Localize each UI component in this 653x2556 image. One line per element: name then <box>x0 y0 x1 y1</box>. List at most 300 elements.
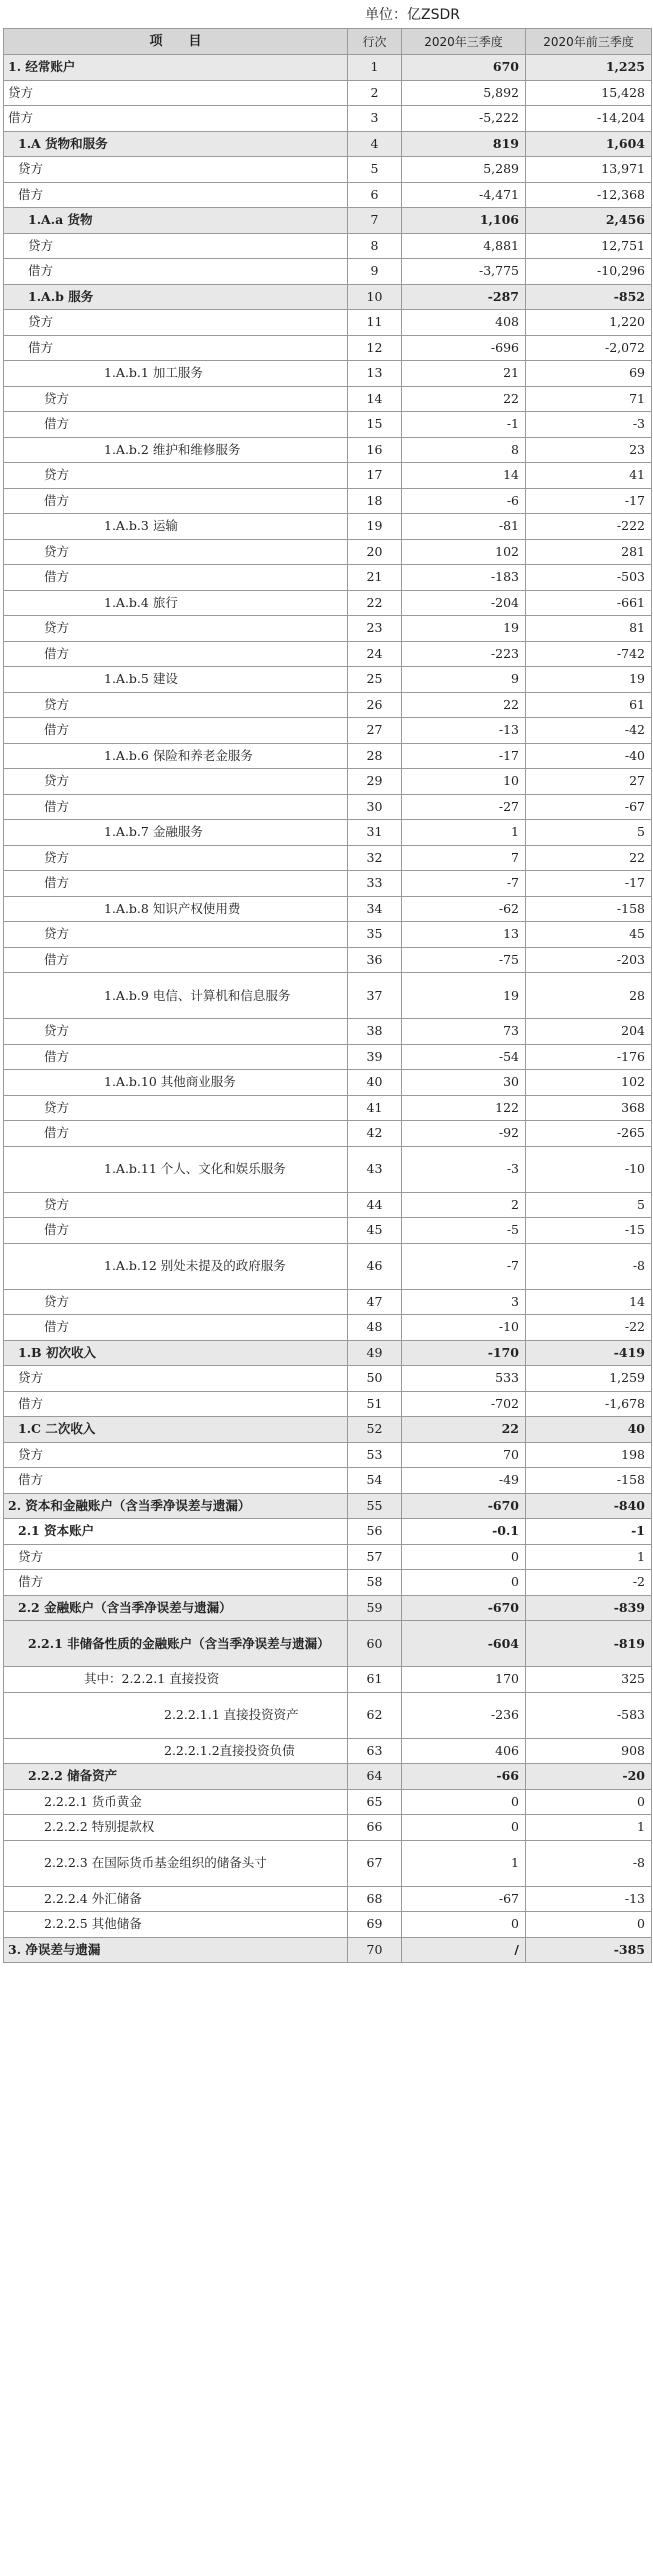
table-row <box>4 1667 652 1693</box>
table-row <box>4 1070 652 1096</box>
row-value-q3-2020: 13 <box>402 922 526 948</box>
row-line-number: 38 <box>348 1019 402 1045</box>
row-value-q1-3-2020: -203 <box>526 947 652 973</box>
table-row <box>4 463 652 489</box>
table-row <box>4 437 652 463</box>
row-value-q1-3-2020: 14 <box>526 1289 652 1315</box>
table-row <box>4 233 652 259</box>
table-row <box>4 1886 652 1912</box>
table-row <box>4 1121 652 1147</box>
header-q1-3-2020: 2020年前三季度 <box>526 29 652 55</box>
row-value-q3-2020: -4,471 <box>402 182 526 208</box>
row-value-q3-2020: 0 <box>402 1912 526 1938</box>
table-row <box>4 1417 652 1443</box>
row-value-q3-2020: -236 <box>402 1692 526 1738</box>
row-line-number: 29 <box>348 769 402 795</box>
row-value-q1-3-2020: -3 <box>526 412 652 438</box>
row-value-q3-2020: -5 <box>402 1218 526 1244</box>
row-line-number: 43 <box>348 1146 402 1192</box>
row-label: 1.A 货物和服务 <box>4 131 348 157</box>
table-row <box>4 794 652 820</box>
row-value-q3-2020: 70 <box>402 1442 526 1468</box>
row-label: 借方 <box>4 1391 348 1417</box>
row-value-q1-3-2020: -10 <box>526 1146 652 1192</box>
table-row <box>4 718 652 744</box>
row-value-q1-3-2020: -22 <box>526 1315 652 1341</box>
row-value-q1-3-2020: -13 <box>526 1886 652 1912</box>
row-value-q1-3-2020: 71 <box>526 386 652 412</box>
row-value-q3-2020: -67 <box>402 1886 526 1912</box>
table-row <box>4 55 652 81</box>
row-value-q3-2020: -287 <box>402 284 526 310</box>
row-value-q1-3-2020: -20 <box>526 1764 652 1790</box>
row-value-q1-3-2020: 1,604 <box>526 131 652 157</box>
row-value-q3-2020: -670 <box>402 1595 526 1621</box>
table-row <box>4 80 652 106</box>
row-value-q1-3-2020: -503 <box>526 565 652 591</box>
row-label: 贷方 <box>4 157 348 183</box>
row-value-q3-2020: -3 <box>402 1146 526 1192</box>
table-row <box>4 1692 652 1738</box>
row-label: 1.B 初次收入 <box>4 1340 348 1366</box>
row-value-q1-3-2020: 23 <box>526 437 652 463</box>
row-label: 贷方 <box>4 310 348 336</box>
row-value-q1-3-2020: 1,259 <box>526 1366 652 1392</box>
row-label: 借方 <box>4 947 348 973</box>
row-label: 2.2.1 非储备性质的金融账户（含当季净误差与遗漏） <box>4 1621 348 1667</box>
row-label: 1.A.b.2 维护和维修服务 <box>4 437 348 463</box>
row-value-q3-2020: -66 <box>402 1764 526 1790</box>
row-line-number: 26 <box>348 692 402 718</box>
row-value-q1-3-2020: -8 <box>526 1243 652 1289</box>
row-value-q1-3-2020: -42 <box>526 718 652 744</box>
table-row <box>4 973 652 1019</box>
row-value-q3-2020: -75 <box>402 947 526 973</box>
row-line-number: 48 <box>348 1315 402 1341</box>
row-label: 1. 经常账户 <box>4 55 348 81</box>
row-label: 贷方 <box>4 1192 348 1218</box>
row-line-number: 2 <box>348 80 402 106</box>
row-line-number: 10 <box>348 284 402 310</box>
table-row <box>4 871 652 897</box>
row-line-number: 9 <box>348 259 402 285</box>
row-label: 1.A.b.11 个人、文化和娱乐服务 <box>4 1146 348 1192</box>
row-value-q1-3-2020: 1 <box>526 1544 652 1570</box>
row-line-number: 46 <box>348 1243 402 1289</box>
row-value-q3-2020: 0 <box>402 1570 526 1596</box>
header-item: 项 目 <box>4 29 348 55</box>
table-row <box>4 386 652 412</box>
row-label: 借方 <box>4 488 348 514</box>
row-label: 1.C 二次收入 <box>4 1417 348 1443</box>
row-line-number: 67 <box>348 1840 402 1886</box>
row-line-number: 4 <box>348 131 402 157</box>
row-line-number: 15 <box>348 412 402 438</box>
row-value-q1-3-2020: -661 <box>526 590 652 616</box>
row-label: 贷方 <box>4 692 348 718</box>
table-row <box>4 1468 652 1494</box>
row-value-q3-2020: 8 <box>402 437 526 463</box>
row-line-number: 23 <box>348 616 402 642</box>
table-row <box>4 590 652 616</box>
row-value-q1-3-2020: -419 <box>526 1340 652 1366</box>
row-label: 借方 <box>4 259 348 285</box>
row-line-number: 24 <box>348 641 402 667</box>
table-row <box>4 845 652 871</box>
row-value-q3-2020: 1 <box>402 1840 526 1886</box>
row-line-number: 61 <box>348 1667 402 1693</box>
row-value-q1-3-2020: -158 <box>526 1468 652 1494</box>
table-row <box>4 208 652 234</box>
row-label: 其中：2.2.2.1 直接投资 <box>4 1667 348 1693</box>
table-row <box>4 310 652 336</box>
row-label: 贷方 <box>4 1019 348 1045</box>
row-label: 2.2.2.5 其他储备 <box>4 1912 348 1938</box>
row-line-number: 34 <box>348 896 402 922</box>
row-label: 借方 <box>4 1570 348 1596</box>
row-line-number: 39 <box>348 1044 402 1070</box>
table-row <box>4 514 652 540</box>
row-line-number: 55 <box>348 1493 402 1519</box>
table-row <box>4 1192 652 1218</box>
row-label: 1.A.b.7 金融服务 <box>4 820 348 846</box>
table-row <box>4 1840 652 1886</box>
table-row <box>4 1570 652 1596</box>
row-line-number: 53 <box>348 1442 402 1468</box>
row-line-number: 54 <box>348 1468 402 1494</box>
row-value-q1-3-2020: 102 <box>526 1070 652 1096</box>
row-value-q3-2020: -696 <box>402 335 526 361</box>
row-value-q1-3-2020: 325 <box>526 1667 652 1693</box>
row-value-q3-2020: 19 <box>402 616 526 642</box>
table-row <box>4 1146 652 1192</box>
row-value-q3-2020: -62 <box>402 896 526 922</box>
row-line-number: 3 <box>348 106 402 132</box>
row-value-q3-2020: 170 <box>402 1667 526 1693</box>
row-line-number: 21 <box>348 565 402 591</box>
row-label: 3. 净误差与遗漏 <box>4 1937 348 1963</box>
table-row <box>4 1218 652 1244</box>
table-row <box>4 1243 652 1289</box>
row-value-q1-3-2020: -17 <box>526 488 652 514</box>
row-value-q3-2020: -54 <box>402 1044 526 1070</box>
row-line-number: 33 <box>348 871 402 897</box>
row-line-number: 18 <box>348 488 402 514</box>
header-line: 行次 <box>348 29 402 55</box>
row-label: 2.2.2.1.2直接投资负债 <box>4 1738 348 1764</box>
table-row <box>4 1442 652 1468</box>
row-line-number: 44 <box>348 1192 402 1218</box>
row-line-number: 8 <box>348 233 402 259</box>
table-row <box>4 488 652 514</box>
row-value-q3-2020: 406 <box>402 1738 526 1764</box>
row-value-q3-2020: 0 <box>402 1815 526 1841</box>
row-label: 借方 <box>4 871 348 897</box>
row-value-q1-3-2020: -158 <box>526 896 652 922</box>
row-line-number: 41 <box>348 1095 402 1121</box>
row-value-q3-2020: 2 <box>402 1192 526 1218</box>
row-value-q3-2020: 0 <box>402 1789 526 1815</box>
row-label: 借方 <box>4 412 348 438</box>
row-value-q3-2020: -10 <box>402 1315 526 1341</box>
row-value-q3-2020: 73 <box>402 1019 526 1045</box>
table-row <box>4 1621 652 1667</box>
table-row <box>4 1391 652 1417</box>
table-row <box>4 565 652 591</box>
row-line-number: 60 <box>348 1621 402 1667</box>
row-label: 借方 <box>4 565 348 591</box>
row-label: 贷方 <box>4 922 348 948</box>
row-value-q3-2020: -7 <box>402 1243 526 1289</box>
row-value-q3-2020: 4,881 <box>402 233 526 259</box>
row-value-q1-3-2020: 40 <box>526 1417 652 1443</box>
row-label: 1.A.b.1 加工服务 <box>4 361 348 387</box>
row-value-q1-3-2020: 0 <box>526 1912 652 1938</box>
row-value-q1-3-2020: -8 <box>526 1840 652 1886</box>
row-line-number: 32 <box>348 845 402 871</box>
table-row <box>4 284 652 310</box>
row-value-q3-2020: -81 <box>402 514 526 540</box>
row-value-q1-3-2020: -222 <box>526 514 652 540</box>
table-row <box>4 896 652 922</box>
table-row <box>4 922 652 948</box>
row-value-q1-3-2020: -10,296 <box>526 259 652 285</box>
row-value-q1-3-2020: -67 <box>526 794 652 820</box>
table-row <box>4 1937 652 1963</box>
table-row <box>4 1289 652 1315</box>
row-value-q1-3-2020: 0 <box>526 1789 652 1815</box>
row-value-q3-2020: -604 <box>402 1621 526 1667</box>
table-row <box>4 1789 652 1815</box>
row-label: 1.A.b.3 运输 <box>4 514 348 540</box>
row-label: 2.2 金融账户（含当季净误差与遗漏） <box>4 1595 348 1621</box>
row-value-q1-3-2020: 19 <box>526 667 652 693</box>
row-value-q3-2020: / <box>402 1937 526 1963</box>
row-value-q1-3-2020: 61 <box>526 692 652 718</box>
unit-label: 单位：亿ZSDR <box>365 7 460 23</box>
row-line-number: 13 <box>348 361 402 387</box>
row-value-q3-2020: 408 <box>402 310 526 336</box>
row-label: 借方 <box>4 182 348 208</box>
row-line-number: 45 <box>348 1218 402 1244</box>
row-label: 借方 <box>4 335 348 361</box>
row-value-q3-2020: -223 <box>402 641 526 667</box>
row-value-q3-2020: 0 <box>402 1544 526 1570</box>
row-label: 2.2.2 储备资产 <box>4 1764 348 1790</box>
row-label: 1.A.b.5 建设 <box>4 667 348 693</box>
row-value-q1-3-2020: -2 <box>526 1570 652 1596</box>
row-value-q3-2020: 30 <box>402 1070 526 1096</box>
row-line-number: 51 <box>348 1391 402 1417</box>
row-label: 借方 <box>4 1121 348 1147</box>
table-row <box>4 743 652 769</box>
row-line-number: 40 <box>348 1070 402 1096</box>
row-value-q1-3-2020: -17 <box>526 871 652 897</box>
row-value-q3-2020: 102 <box>402 539 526 565</box>
row-line-number: 47 <box>348 1289 402 1315</box>
row-value-q3-2020: 22 <box>402 386 526 412</box>
row-value-q3-2020: -1 <box>402 412 526 438</box>
row-value-q1-3-2020: -742 <box>526 641 652 667</box>
row-value-q1-3-2020: 198 <box>526 1442 652 1468</box>
row-value-q3-2020: 19 <box>402 973 526 1019</box>
table-row <box>4 1019 652 1045</box>
table-row <box>4 1815 652 1841</box>
row-value-q3-2020: 5,892 <box>402 80 526 106</box>
row-value-q3-2020: 3 <box>402 1289 526 1315</box>
row-label: 借方 <box>4 1044 348 1070</box>
row-label: 贷方 <box>4 769 348 795</box>
row-value-q1-3-2020: -2,072 <box>526 335 652 361</box>
row-value-q1-3-2020: 204 <box>526 1019 652 1045</box>
row-label: 借方 <box>4 1218 348 1244</box>
row-line-number: 30 <box>348 794 402 820</box>
row-value-q1-3-2020: 45 <box>526 922 652 948</box>
table-row <box>4 1519 652 1545</box>
row-value-q3-2020: -92 <box>402 1121 526 1147</box>
row-value-q1-3-2020: 22 <box>526 845 652 871</box>
row-line-number: 35 <box>348 922 402 948</box>
row-line-number: 7 <box>348 208 402 234</box>
row-value-q3-2020: -17 <box>402 743 526 769</box>
row-value-q1-3-2020: -840 <box>526 1493 652 1519</box>
row-label: 2.2.2.3 在国际货币基金组织的储备头寸 <box>4 1840 348 1886</box>
table-row <box>4 131 652 157</box>
table-row <box>4 335 652 361</box>
row-line-number: 42 <box>348 1121 402 1147</box>
row-line-number: 50 <box>348 1366 402 1392</box>
row-line-number: 63 <box>348 1738 402 1764</box>
row-line-number: 68 <box>348 1886 402 1912</box>
row-value-q3-2020: -670 <box>402 1493 526 1519</box>
row-label: 贷方 <box>4 386 348 412</box>
row-line-number: 17 <box>348 463 402 489</box>
row-line-number: 27 <box>348 718 402 744</box>
balance-of-payments-table <box>3 28 652 1963</box>
row-value-q3-2020: 1 <box>402 820 526 846</box>
row-value-q1-3-2020: 1,225 <box>526 55 652 81</box>
row-value-q1-3-2020: -176 <box>526 1044 652 1070</box>
row-line-number: 64 <box>348 1764 402 1790</box>
row-value-q3-2020: -3,775 <box>402 259 526 285</box>
row-line-number: 57 <box>348 1544 402 1570</box>
row-label: 贷方 <box>4 80 348 106</box>
row-value-q3-2020: 5,289 <box>402 157 526 183</box>
row-label: 借方 <box>4 106 348 132</box>
row-line-number: 19 <box>348 514 402 540</box>
row-value-q3-2020: 10 <box>402 769 526 795</box>
row-line-number: 69 <box>348 1912 402 1938</box>
table-row <box>4 1095 652 1121</box>
row-value-q1-3-2020: 908 <box>526 1738 652 1764</box>
row-value-q3-2020: 14 <box>402 463 526 489</box>
row-line-number: 12 <box>348 335 402 361</box>
row-label: 贷方 <box>4 616 348 642</box>
row-value-q3-2020: -702 <box>402 1391 526 1417</box>
row-line-number: 1 <box>348 55 402 81</box>
row-value-q3-2020: 7 <box>402 845 526 871</box>
row-line-number: 20 <box>348 539 402 565</box>
row-line-number: 56 <box>348 1519 402 1545</box>
row-value-q3-2020: -6 <box>402 488 526 514</box>
table-row <box>4 616 652 642</box>
row-label: 1.A.b.6 保险和养老金服务 <box>4 743 348 769</box>
row-value-q3-2020: 21 <box>402 361 526 387</box>
row-value-q1-3-2020: 2,456 <box>526 208 652 234</box>
row-label: 2.2.2.1.1 直接投资资产 <box>4 1692 348 1738</box>
table-row <box>4 259 652 285</box>
row-label: 1.A.b.9 电信、计算机和信息服务 <box>4 973 348 1019</box>
row-value-q1-3-2020: -14,204 <box>526 106 652 132</box>
table-row <box>4 692 652 718</box>
row-value-q3-2020: 670 <box>402 55 526 81</box>
row-value-q3-2020: 22 <box>402 692 526 718</box>
row-value-q3-2020: 1,106 <box>402 208 526 234</box>
table-row <box>4 820 652 846</box>
row-value-q3-2020: -13 <box>402 718 526 744</box>
table-row <box>4 1315 652 1341</box>
row-line-number: 22 <box>348 590 402 616</box>
table-row <box>4 769 652 795</box>
table-row <box>4 1366 652 1392</box>
row-line-number: 16 <box>348 437 402 463</box>
row-label: 1.A.b.12 别处未提及的政府服务 <box>4 1243 348 1289</box>
row-label: 2. 资本和金融账户（含当季净误差与遗漏） <box>4 1493 348 1519</box>
row-label: 贷方 <box>4 463 348 489</box>
row-line-number: 25 <box>348 667 402 693</box>
row-label: 2.2.2.2 特别提款权 <box>4 1815 348 1841</box>
row-label: 贷方 <box>4 1544 348 1570</box>
row-value-q1-3-2020: -839 <box>526 1595 652 1621</box>
row-value-q3-2020: 533 <box>402 1366 526 1392</box>
header-q3-2020: 2020年三季度 <box>402 29 526 55</box>
table-row <box>4 1764 652 1790</box>
row-label: 借方 <box>4 718 348 744</box>
table-row <box>4 1912 652 1938</box>
row-line-number: 11 <box>348 310 402 336</box>
row-label: 2.2.2.4 外汇储备 <box>4 1886 348 1912</box>
row-value-q3-2020: -204 <box>402 590 526 616</box>
row-value-q1-3-2020: -265 <box>526 1121 652 1147</box>
row-value-q1-3-2020: -819 <box>526 1621 652 1667</box>
row-value-q1-3-2020: 69 <box>526 361 652 387</box>
row-label: 1.A.b.10 其他商业服务 <box>4 1070 348 1096</box>
row-value-q1-3-2020: 281 <box>526 539 652 565</box>
row-value-q3-2020: -183 <box>402 565 526 591</box>
table-row <box>4 539 652 565</box>
row-value-q3-2020: 22 <box>402 1417 526 1443</box>
row-value-q3-2020: -49 <box>402 1468 526 1494</box>
row-value-q1-3-2020: 27 <box>526 769 652 795</box>
row-value-q3-2020: 9 <box>402 667 526 693</box>
row-value-q1-3-2020: -12,368 <box>526 182 652 208</box>
row-label: 2.1 资本账户 <box>4 1519 348 1545</box>
row-label: 贷方 <box>4 233 348 259</box>
row-value-q1-3-2020: 15,428 <box>526 80 652 106</box>
row-label: 贷方 <box>4 1366 348 1392</box>
row-value-q1-3-2020: -15 <box>526 1218 652 1244</box>
row-value-q3-2020: -170 <box>402 1340 526 1366</box>
row-label: 借方 <box>4 641 348 667</box>
table-row <box>4 1340 652 1366</box>
table-body <box>4 55 652 1963</box>
row-label: 贷方 <box>4 539 348 565</box>
table-row <box>4 1044 652 1070</box>
row-line-number: 58 <box>348 1570 402 1596</box>
row-label: 1.A.b.8 知识产权使用费 <box>4 896 348 922</box>
row-value-q3-2020: -5,222 <box>402 106 526 132</box>
row-value-q1-3-2020: 1 <box>526 1815 652 1841</box>
